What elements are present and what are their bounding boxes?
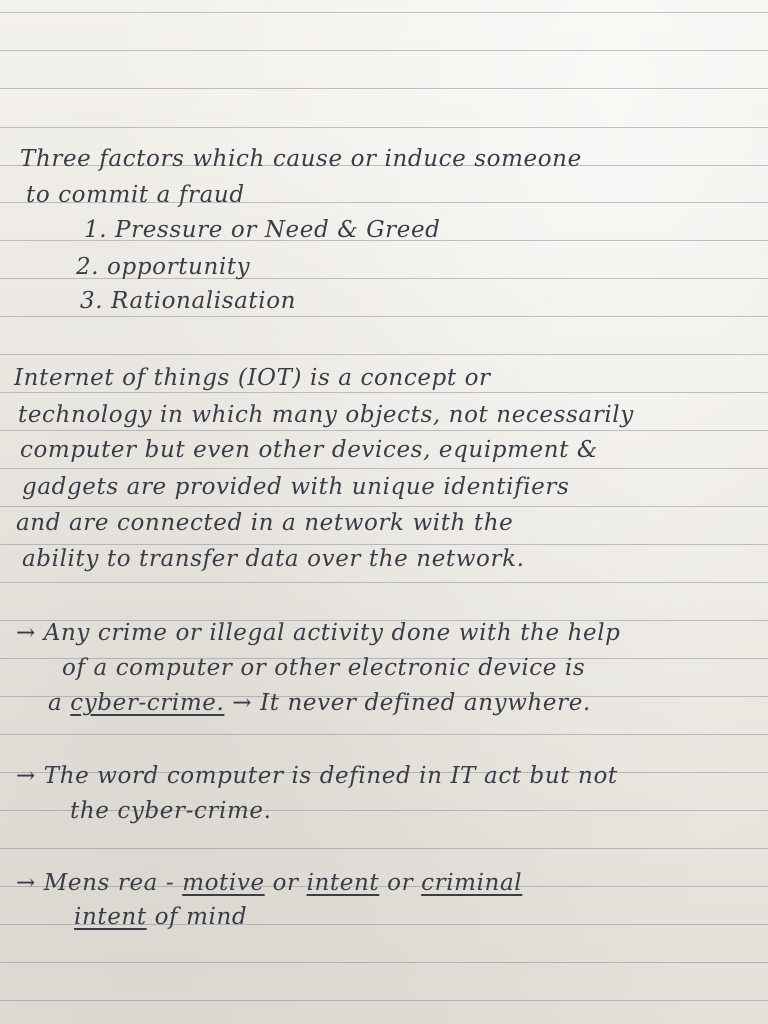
ruled-line [0,544,768,545]
ruled-line [0,1000,768,1001]
ruled-line [0,582,768,583]
fraud-factor-item: 2. opportunity [76,254,251,280]
mens-rea-motive: motive [182,870,265,896]
mens-rea-criminal: criminal [421,870,523,896]
ruled-line [0,962,768,963]
iot-line: gadgets are provided with unique identifiers [22,474,570,500]
cyber-crime-article: a [48,690,63,716]
cyber-crime-line-2: of a computer or other electronic device is [62,655,586,681]
iot-line: Internet of things (IOT) is a concept or [14,365,491,391]
iot-line: computer but even other devices, equipment & [20,437,598,463]
it-act-line-2: the cyber-crime. [70,798,272,824]
cyber-crime-term: cyber-crime. [70,690,225,716]
fraud-intro-line-1: Three factors which cause or induce someone [20,146,582,172]
ruled-line [0,88,768,89]
mens-rea-term: → Mens rea - [16,870,175,896]
mens-rea-or: or [387,870,414,896]
ruled-line [0,127,768,128]
fraud-factor-item: 1. Pressure or Need & Greed [84,217,441,243]
ruled-line [0,734,768,735]
ruled-line [0,12,768,13]
it-act-line-1: → The word computer is defined in IT act but not [16,763,618,789]
fraud-factor-item: 3. Rationalisation [80,288,297,314]
iot-line: ability to transfer data over the network. [22,546,525,572]
ruled-line [0,392,768,393]
mens-rea-line-2 [74,904,247,930]
ruled-line [0,848,768,849]
iot-line: and are connected in a network with the [16,510,514,536]
mens-rea-intent: intent [306,870,380,896]
ruled-line [0,506,768,507]
mens-rea-line-1 [16,870,522,896]
cyber-crime-line-1: → Any crime or illegal activity done with the help [16,620,621,646]
mens-rea-intent-2: intent [74,904,147,930]
cyber-crime-line-3 [48,690,591,716]
ruled-line [0,50,768,51]
ruled-line [0,430,768,431]
ruled-line [0,468,768,469]
mens-rea-of-mind: of mind [154,904,248,930]
cyber-crime-note: → It never defined anywhere. [232,690,591,716]
mens-rea-or: or [272,870,299,896]
fraud-intro-line-2: to commit a fraud [26,182,245,208]
ruled-line [0,354,768,355]
ruled-line [0,316,768,317]
iot-line: technology in which many objects, not necessarily [18,402,634,428]
